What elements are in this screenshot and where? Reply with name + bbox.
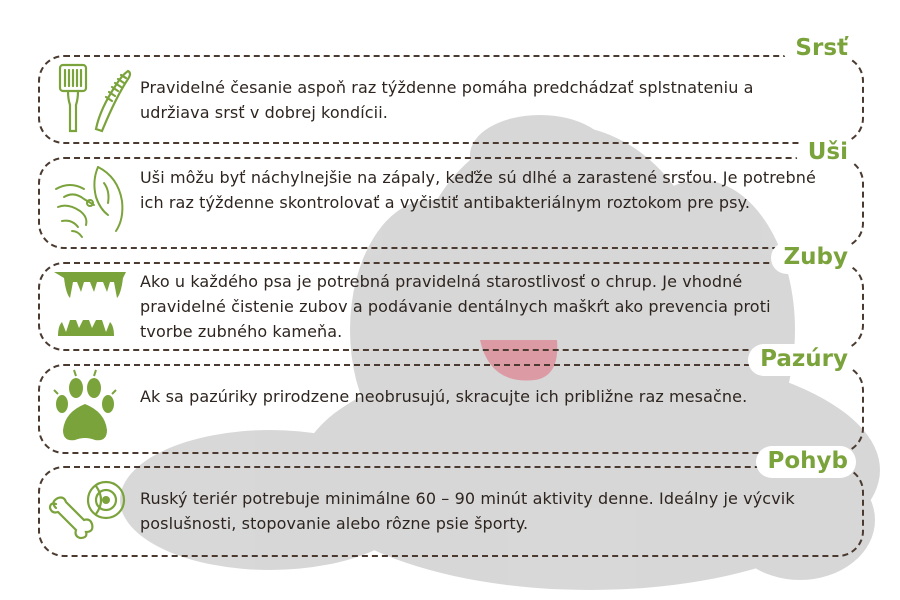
claws-title: Pazúry (748, 344, 856, 376)
grooming-brush-comb-icon (48, 59, 134, 139)
exercise-text: Ruský teriér potrebuje minimálne 60 – 90 minút aktivity denne. Ideálny je výcvik poslušnosti, stopovanie alebo rôzne psie športy. (140, 489, 795, 533)
ears-text: Uši môžu byť náchylnejšie na zápaly, keďže sú dlhé a zarastené srsťou. Je potrebné ich raz týždenne skontrolovať a vyčistiť antibakteriálnym roztokom pre psy. (140, 168, 816, 212)
ear-cleaning-icon (48, 163, 134, 243)
dog-teeth-icon (48, 266, 134, 346)
teeth-title: Zuby (771, 242, 856, 274)
card-claws (38, 346, 864, 454)
paw-icon (48, 368, 134, 448)
exercise-title: Pohyb (756, 446, 857, 478)
teeth-text: Ako u každého psa je potrebná pravidelná starostlivosť o chrup. Je vhodné pravidelné čistenie zubov a podávanie dentálnych maškŕt ako prevencia proti tvorbe zubného kameňa. (140, 272, 771, 341)
card-exercise (38, 448, 864, 557)
card-teeth (38, 244, 864, 351)
card-coat (38, 35, 864, 144)
ears-title: Uši (796, 137, 856, 169)
coat-title: Srsť (783, 33, 856, 65)
claws-text: Ak sa pazúriky prirodzene neobrusujú, skracujte ich približne raz mesačne. (140, 387, 748, 406)
card-ears (38, 139, 864, 249)
coat-text: Pravidelné česanie aspoň raz týždenne pomáha predchádzať splstnateniu a udržiava srsť v dobrej kondícii. (140, 78, 754, 122)
bone-and-ball-icon (48, 470, 134, 550)
